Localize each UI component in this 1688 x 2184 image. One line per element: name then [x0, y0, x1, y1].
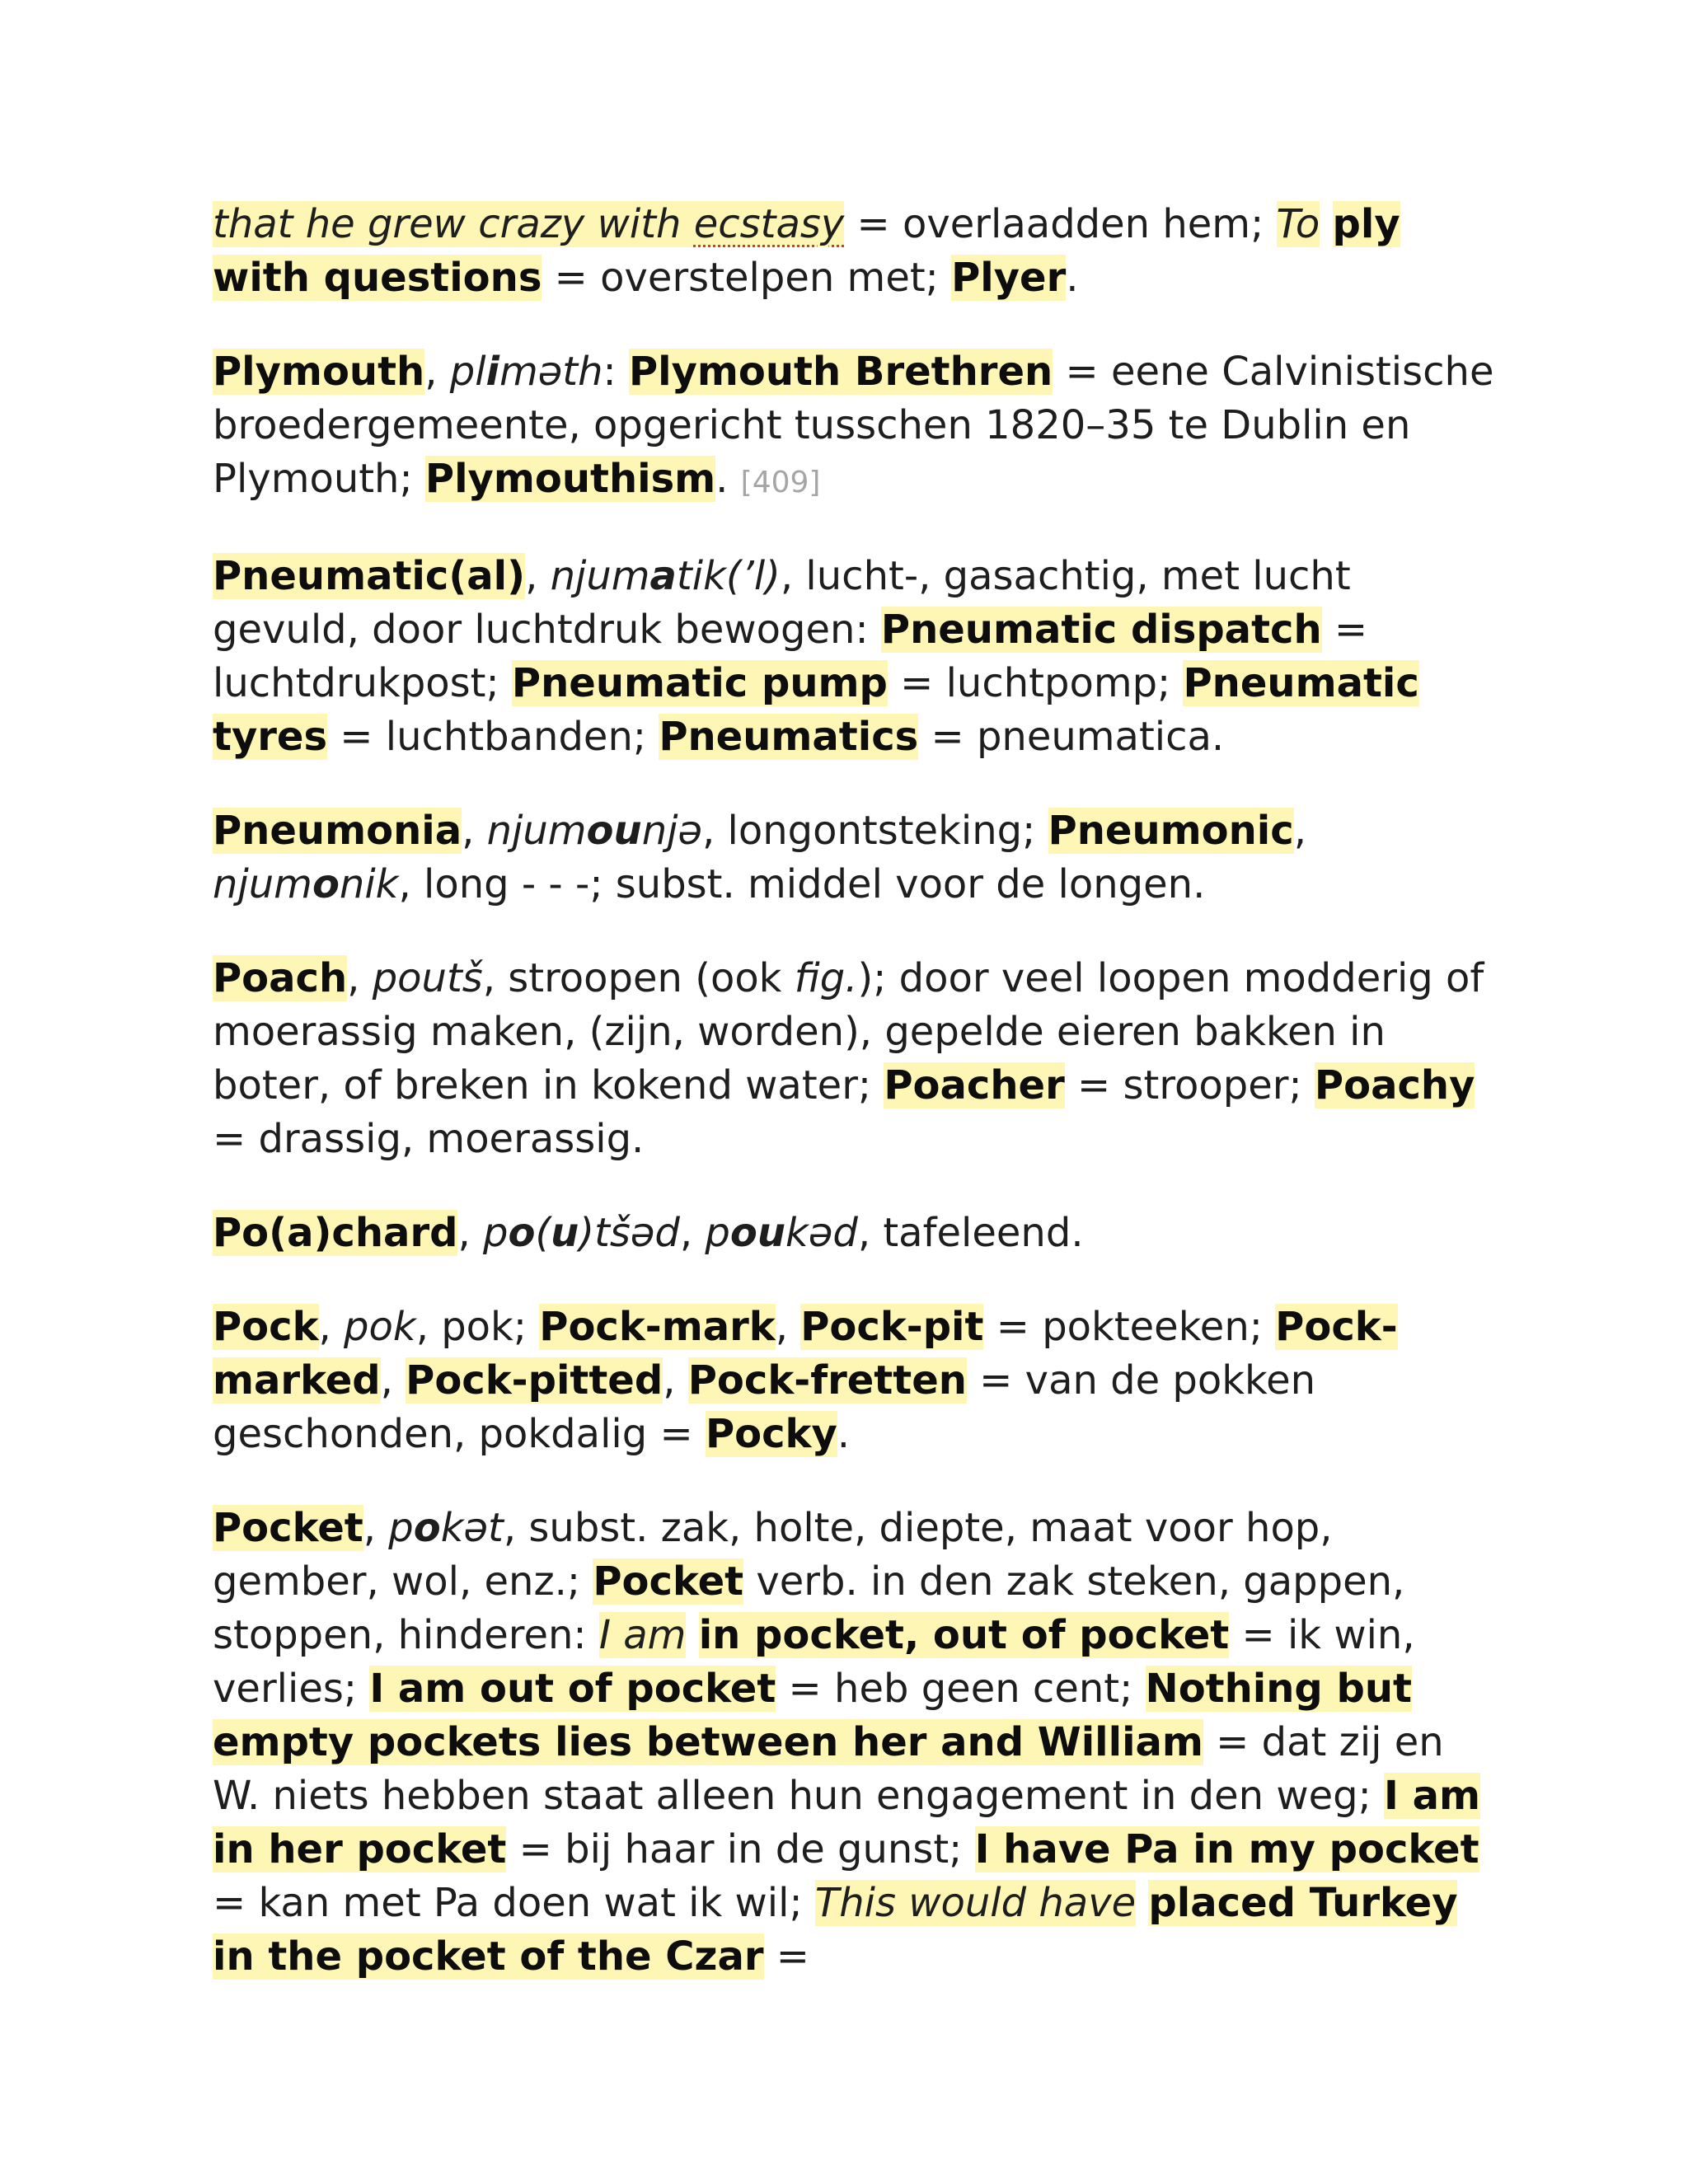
entry-plymouth: [213, 345, 1498, 509]
entry-poach: [213, 952, 1498, 1166]
headword: I am in her pocket: [213, 1773, 1481, 1872]
definition-text: .: [1066, 255, 1079, 301]
pronunciation: pok: [344, 1304, 416, 1350]
definition-text: =: [763, 1933, 810, 1980]
headword: Pneumatic dispatch: [880, 607, 1322, 653]
headword: in pocket, out of pocket: [698, 1612, 1230, 1658]
definition-text: ,: [775, 1304, 801, 1350]
headword: Pneumatics: [659, 714, 919, 760]
pronunciation: po(u)tšəd: [482, 1210, 680, 1256]
entry-pocket: [213, 1502, 1498, 1984]
definition-text: [686, 1612, 698, 1658]
definition-text: = dat zij en W. niets hebben staat alleen hun engagement in den weg;: [213, 1719, 1444, 1819]
headword: Pneumatic tyres: [213, 660, 1419, 760]
definition-text: = bij haar in de gunst;: [506, 1826, 975, 1872]
definition-text: verb. in den zak steken, gappen, stoppen, hinderen:: [213, 1558, 1405, 1658]
definition-text: , pok;: [415, 1304, 540, 1350]
headword: I have Pa in my pocket: [974, 1826, 1479, 1872]
headword: Pneumatic pump: [511, 660, 888, 706]
definition-text: = overstelpen met;: [542, 255, 952, 301]
pronunciation: njumounjə: [486, 808, 702, 854]
pronunciation: njumatik(’l): [550, 553, 781, 599]
definition-text: ,: [424, 349, 450, 395]
headword: Pocket: [213, 1505, 363, 1551]
definition-text: , tafeleend.: [857, 1210, 1084, 1256]
headword: Pocky: [705, 1411, 837, 1457]
definition-text: ,: [380, 1357, 406, 1404]
definition-text: = kan met Pa doen wat ik wil;: [213, 1880, 815, 1926]
definition-text: ,: [347, 955, 373, 1001]
definition-text: = ik win, verlies;: [213, 1612, 1415, 1712]
entry-pock: [213, 1301, 1498, 1461]
headword: Pock-pitted: [406, 1357, 663, 1404]
entry-pneumonia: [213, 804, 1498, 912]
definition-text: ,: [318, 1304, 345, 1350]
entry-pochard: [213, 1207, 1498, 1260]
definition-text: ,: [363, 1505, 389, 1551]
definition-text: , long - - -; subst. middel voor de longen.: [398, 861, 1206, 907]
definition-text: , subst. zak, holte, diepte, maat voor hop, gember, wol, enz.;: [213, 1505, 1333, 1605]
headword: Pock-mark: [539, 1304, 776, 1350]
entry-ply-cont: [213, 198, 1498, 305]
spellcheck-flagged-word: ecstasy: [693, 201, 845, 247]
pronunciation: fig.: [794, 955, 858, 1001]
definition-text: , stroopen (ook: [482, 955, 795, 1001]
definition-text: [1320, 201, 1332, 247]
pronunciation: poukəd: [705, 1210, 858, 1256]
page-number-marker: [409]: [740, 466, 821, 499]
definition-text: = pneumatica.: [918, 714, 1225, 760]
highlighted-example: This would have: [814, 1880, 1137, 1926]
definition-text: ,: [525, 553, 551, 599]
headword: Pneumonia: [213, 808, 462, 854]
headword: Pock-fretten: [687, 1357, 967, 1404]
definition-text: = eene Calvinistische broedergemeente, opgericht tusschen 1820–35 te Dublin en Plymouth;: [213, 349, 1494, 502]
headword: Pock-pit: [800, 1304, 984, 1350]
entry-pneumatic: [213, 550, 1498, 764]
definition-text: = strooper;: [1064, 1062, 1315, 1108]
headword: Plymouth Brethren: [628, 349, 1053, 395]
definition-text: = luchtbanden;: [327, 714, 659, 760]
definition-text: ); door veel loopen modderig of moerassig maken, (zijn, worden), gepelde eieren bakken in boter, of breken in kokend water;: [213, 955, 1484, 1108]
headword: Pock-marked: [213, 1304, 1398, 1404]
highlighted-example: To: [1276, 201, 1320, 247]
headword: Nothing but empty pockets lies between her and William: [213, 1666, 1412, 1765]
highlighted-example: I am: [598, 1612, 687, 1658]
definition-text: ,: [462, 808, 487, 854]
definition-text: = luchtpomp;: [887, 660, 1184, 706]
definition-text: .: [837, 1411, 851, 1457]
highlighted-example: that he grew crazy with: [213, 201, 694, 247]
definition-text: = drassig, moerassig.: [213, 1116, 645, 1162]
pronunciation: njumonik: [213, 861, 399, 907]
definition-text: ,: [1293, 808, 1306, 854]
definition-text: = pokteeken;: [983, 1304, 1276, 1350]
definition-text: ,: [663, 1357, 688, 1404]
headword: ply with questions: [213, 201, 1400, 301]
pronunciation: pliməth: [449, 349, 603, 395]
definition-text: = heb geen cent;: [776, 1666, 1146, 1712]
definition-text: = luchtdrukpost;: [213, 607, 1368, 706]
definition-text: :: [603, 349, 629, 395]
headword: Po(a)chard: [213, 1210, 458, 1256]
headword: I am out of pocket: [369, 1666, 776, 1712]
definition-text: , lucht-, gasachtig, met lucht gevuld, door luchtdruk bewogen:: [213, 553, 1351, 653]
headword: Plymouth: [213, 349, 425, 395]
headword: Pock: [213, 1304, 319, 1350]
definition-text: = overlaadden hem;: [844, 201, 1277, 247]
definition-text: , longontsteking;: [702, 808, 1048, 854]
headword: Pocket: [593, 1558, 744, 1605]
definition-text: = van de pokken geschonden, pokdalig =: [213, 1357, 1316, 1457]
headword: Plymouthism: [424, 456, 716, 502]
definition-text: [1136, 1880, 1148, 1926]
pronunciation: pokət: [388, 1505, 504, 1551]
definition-text: ,: [679, 1210, 706, 1256]
headword: Poach: [213, 955, 348, 1001]
headword: Poacher: [884, 1062, 1065, 1108]
headword: Pneumatic(al): [213, 553, 526, 599]
headword: placed Turkey in the pocket of the Czar: [213, 1880, 1458, 1980]
headword: Pneumonic: [1048, 808, 1294, 854]
definition-text: .: [715, 456, 741, 502]
dictionary-page: [213, 198, 1498, 2024]
headword: Poachy: [1314, 1062, 1475, 1108]
definition-text: ,: [457, 1210, 483, 1256]
headword: Plyer: [951, 255, 1067, 301]
pronunciation: poutš: [372, 955, 483, 1001]
